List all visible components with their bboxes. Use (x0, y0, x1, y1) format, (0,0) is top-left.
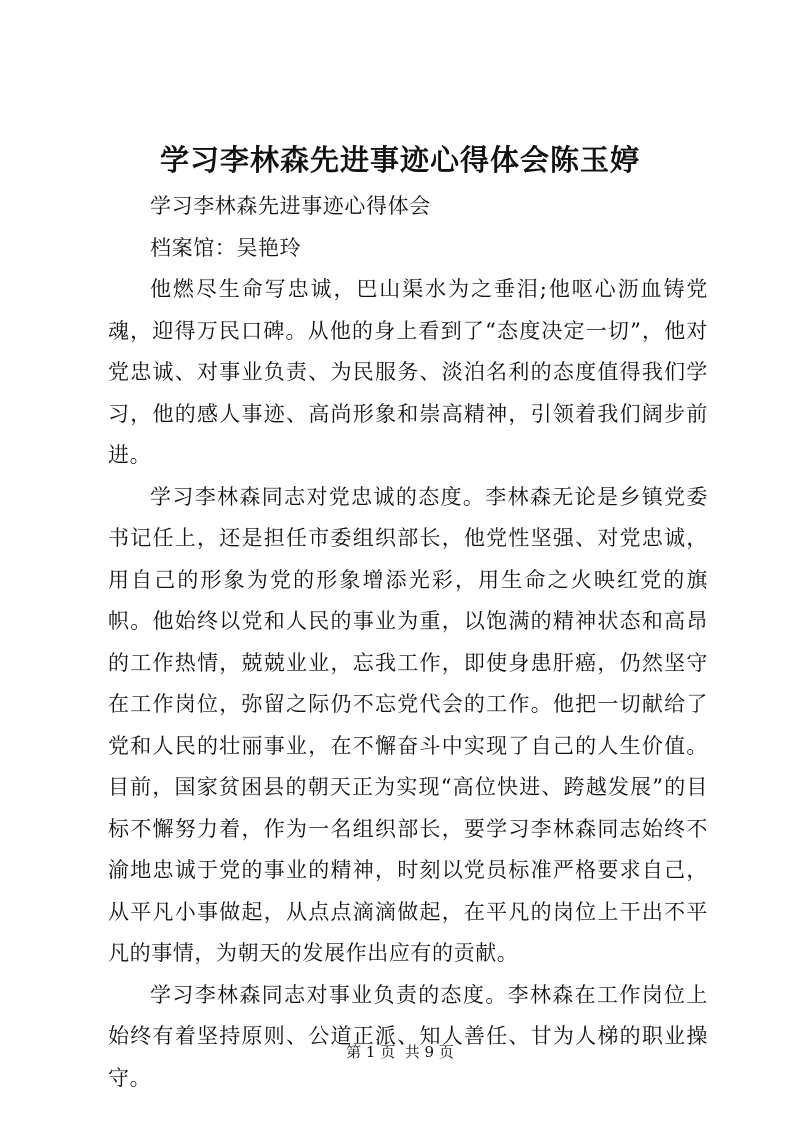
body-paragraph: 他燃尽生命写忠诚，巴山渠水为之垂泪;他呕心沥血铸党魂，迎得万民口碑。从他的身上看到了“态度决定一切”，他对党忠诚、对事业负责、为民服务、淡泊名利的态度值得我们学习，他的感人事迹、高尚形象和崇高精神，引领着我们阔步前进。 (108, 277, 708, 467)
body-paragraph: 学习李林森同志对党忠诚的态度。李林森无论是乡镇党委书记任上，还是担任市委组织部长，他党性坚强、对党忠诚，用自己的形象为党的形象增添光彩，用生命之火映红党的旗帜。他始终以党和人民的事业为重，以饱满的精神状态和高昂的工作热情，兢兢业业，忘我工作，即使身患肝癌，仍然坚守在工作岗位，弥留之际仍不忘党代会的工作。他把一切献给了党和人民的壮丽事业，在不懈奋斗中实现了自己的人生价值。目前，国家贫困县的朝天正为实现“高位快进、跨越发展”的目标不懈努力着，作为一名组织部长，要学习李林森同志始终不渝地忠诚于党的事业的精神，时刻以党员标准严格要求自己，从平凡小事做起，从点点滴滴做起，在平凡的岗位上干出不平凡的事情，为朝天的发展作出应有的贡献。 (108, 484, 708, 965)
author-paragraph: 档案馆：吴艳玲 (150, 235, 302, 260)
page-number: 第 1 页 共 9 页 (346, 1043, 454, 1061)
document-title: 学习李林森先进事迹心得体会陈玉婷 (159, 143, 640, 177)
body-paragraph: 学习李林森同志对事业负责的态度。李林森在工作岗位上始终有着坚持原则、公道正派、知人善任、甘为人梯的职业操守。 (108, 982, 708, 1090)
page-footer (0, 1040, 800, 1064)
subtitle-paragraph: 学习李林森先进事迹心得体会 (150, 194, 431, 218)
document-body (108, 186, 708, 1099)
